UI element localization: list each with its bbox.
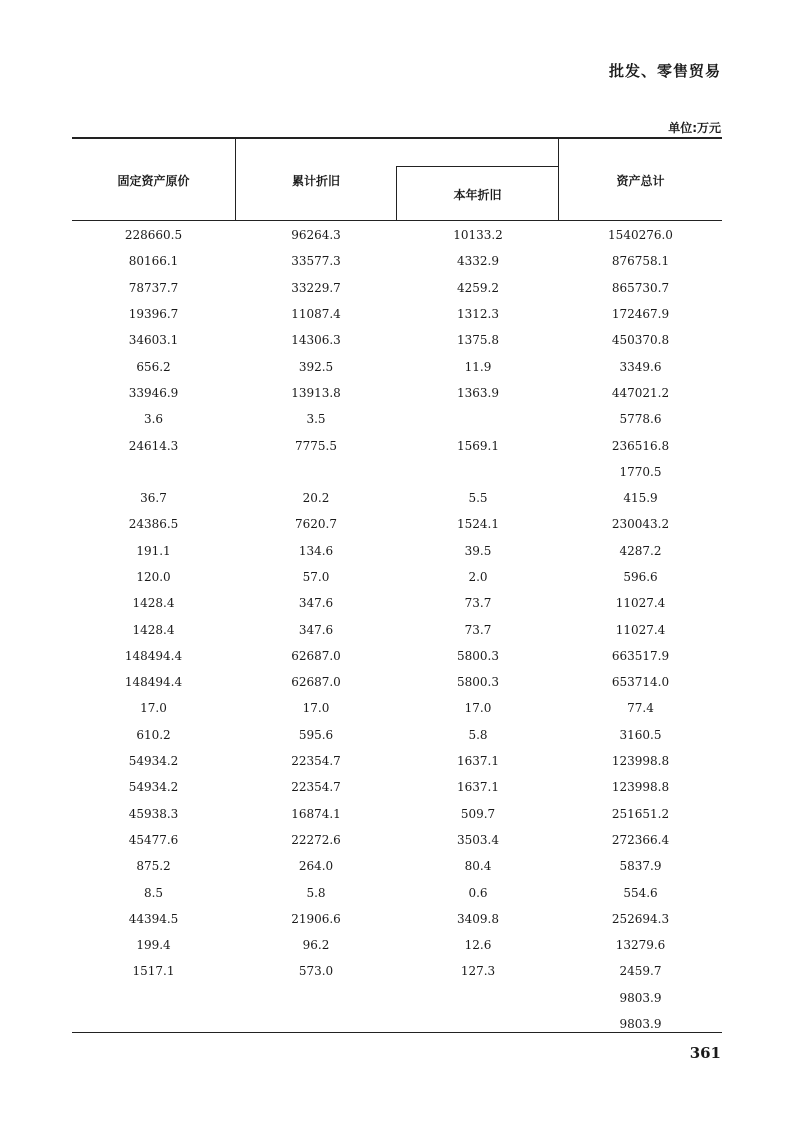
table-cell: 596.6: [623, 570, 658, 584]
table-cell: 33577.3: [291, 254, 341, 269]
table-cell: 4259.2: [457, 280, 499, 295]
table-cell: 96264.3: [291, 228, 341, 243]
table-row: [72, 432, 722, 458]
table-cell: 1540276.0: [608, 228, 673, 243]
table-cell: 450370.8: [611, 333, 670, 348]
table-cell: 39.5: [464, 543, 492, 558]
table-cell: 251651.2: [611, 806, 670, 821]
table-cell: 252694.3: [611, 911, 670, 926]
table-cell: 236516.8: [611, 438, 670, 453]
table-cell: 264.0: [298, 859, 334, 874]
table-cell: 33229.7: [291, 280, 341, 295]
table-cell: 33946.9: [128, 385, 179, 400]
table-cell: 11087.4: [291, 307, 341, 322]
table-row: [72, 748, 722, 774]
table-cell: 3.5: [306, 412, 326, 427]
table-row: [72, 485, 722, 511]
table-cell: 5.5: [468, 491, 488, 506]
table-row: [72, 538, 722, 564]
unit-label: 单位:万元: [668, 121, 721, 135]
table-cell: 127.3: [460, 964, 496, 979]
column-header-accumulated-depreciation: 累计折旧: [291, 174, 340, 188]
table-cell: 0.6: [468, 885, 488, 900]
table-cell: 1375.8: [457, 333, 499, 348]
table-cell: 347.6: [298, 622, 334, 637]
table-cell: 653714.0: [611, 675, 670, 690]
table-cell: 875.2: [136, 859, 171, 874]
table-cell: 1770.5: [619, 464, 662, 479]
table-cell: 5.8: [468, 727, 488, 742]
table-cell: 148494.4: [124, 648, 183, 663]
table-cell: 1428.4: [132, 596, 175, 611]
table-row: [72, 564, 722, 590]
table-row: [72, 906, 722, 932]
table-cell: 392.5: [298, 359, 334, 374]
table-row: [72, 511, 722, 537]
table-cell: 80166.1: [128, 254, 179, 269]
table-cell: 415.9: [623, 491, 658, 506]
table-cell: 9803.9: [619, 990, 662, 1005]
table-cell: 57.0: [302, 570, 330, 584]
table-bottom-rule: [72, 1032, 722, 1033]
table-cell: 4287.2: [619, 543, 662, 558]
page-number: 361: [689, 1044, 721, 1062]
table-top-rule: [72, 137, 722, 139]
table-body: [72, 222, 722, 1037]
table-cell: 77.4: [627, 701, 654, 716]
table-cell: 17.0: [140, 701, 167, 716]
table-cell: 123998.8: [611, 754, 670, 769]
table-row: [72, 353, 722, 379]
table-cell: 11027.4: [615, 596, 666, 611]
table-row: [72, 301, 722, 327]
table-cell: 595.6: [298, 727, 334, 742]
table-cell: 3.6: [143, 412, 164, 427]
table-row: [72, 669, 722, 695]
table-row: [72, 380, 722, 406]
table-cell: 22354.7: [291, 754, 341, 769]
table-row: [72, 275, 722, 301]
table-cell: 7775.5: [295, 438, 337, 453]
table-cell: 54934.2: [128, 754, 179, 769]
table-row: [72, 879, 722, 905]
table-cell: 21906.6: [291, 911, 341, 926]
table-cell: 22272.6: [291, 832, 341, 847]
table-cell: 876758.1: [611, 254, 670, 269]
header-bottom-rule: [72, 220, 722, 221]
table-cell: 7620.7: [295, 517, 337, 532]
table-cell: 3503.4: [457, 832, 499, 847]
table-cell: 228660.5: [124, 228, 183, 243]
table-cell: 1312.3: [457, 307, 499, 322]
column-header-current-year-depreciation: 本年折旧: [453, 188, 502, 202]
table-row: [72, 985, 722, 1011]
table-cell: 5837.9: [619, 859, 662, 874]
table-cell: 663517.9: [611, 648, 670, 663]
table-cell: 80.4: [464, 859, 492, 874]
table-cell: 9803.9: [619, 1017, 662, 1032]
table-cell: 865730.7: [611, 280, 670, 295]
table-cell: 19396.7: [128, 307, 179, 322]
table-row: [72, 853, 722, 879]
table-cell: 1637.1: [457, 754, 499, 769]
table-cell: 11027.4: [615, 622, 666, 637]
table-row: [72, 590, 722, 616]
table-row: [72, 932, 722, 958]
table-cell: 62687.0: [291, 675, 341, 690]
table-cell: 13913.8: [291, 385, 341, 400]
table-cell: 2459.7: [619, 964, 662, 979]
table-cell: 16874.1: [291, 806, 341, 821]
table-cell: 134.6: [298, 543, 334, 558]
table-row: [72, 827, 722, 853]
table-row: [72, 695, 722, 721]
table-cell: 2.0: [468, 570, 488, 584]
table-cell: 554.6: [623, 885, 658, 900]
table-row: [72, 774, 722, 800]
table-cell: 17.0: [464, 701, 492, 716]
table-cell: 78737.7: [128, 280, 179, 295]
table-cell: 5800.3: [457, 675, 499, 690]
table-cell: 4332.9: [457, 254, 499, 269]
table-cell: 148494.4: [124, 675, 183, 690]
table-cell: 62687.0: [291, 648, 341, 663]
table-cell: 45938.3: [128, 806, 179, 821]
table-row: [72, 327, 722, 353]
table-cell: 3349.6: [619, 359, 662, 374]
table-cell: 5778.6: [619, 412, 662, 427]
table-row: [72, 643, 722, 669]
table-cell: 34603.1: [128, 333, 179, 348]
table-cell: 230043.2: [611, 517, 670, 532]
table-cell: 73.7: [464, 622, 492, 637]
table-cell: 11.9: [464, 359, 492, 374]
table-cell: 5800.3: [457, 648, 499, 663]
table-cell: 17.0: [302, 701, 330, 716]
table-cell: 3409.8: [457, 911, 499, 926]
table-row: [72, 459, 722, 485]
table-cell: 172467.9: [611, 307, 670, 322]
table-cell: 96.2: [302, 938, 330, 953]
table-cell: 1428.4: [132, 622, 175, 637]
table-cell: 1569.1: [457, 438, 499, 453]
table-row: [72, 222, 722, 248]
table-cell: 191.1: [136, 543, 171, 558]
column-header-original-value: 固定资产原价: [117, 174, 190, 188]
table-cell: 24614.3: [128, 438, 179, 453]
column-header-total-assets: 资产总计: [616, 174, 665, 188]
table-cell: 656.2: [136, 359, 171, 374]
table-cell: 199.4: [136, 938, 171, 953]
table-cell: 5.8: [306, 885, 326, 900]
table-cell: 347.6: [298, 596, 334, 611]
table-cell: 8.5: [143, 885, 164, 900]
table-row: [72, 1011, 722, 1037]
table-row: [72, 616, 722, 642]
table-cell: 1517.1: [132, 964, 175, 979]
table-row: [72, 801, 722, 827]
table-cell: 1363.9: [457, 385, 499, 400]
table-cell: 573.0: [298, 964, 334, 979]
table-cell: 73.7: [464, 596, 492, 611]
section-title: 批发、零售贸易: [608, 62, 721, 80]
table-cell: 12.6: [464, 938, 492, 953]
table-cell: 10133.2: [453, 228, 503, 243]
table-row: [72, 406, 722, 432]
table-row: [72, 248, 722, 274]
table-cell: 36.7: [140, 491, 167, 506]
table-cell: 1524.1: [457, 517, 499, 532]
table-cell: 22354.7: [291, 780, 341, 795]
header-subrule: [396, 166, 558, 167]
table-cell: 272366.4: [611, 832, 670, 847]
table-row: [72, 722, 722, 748]
table-cell: 44394.5: [128, 911, 179, 926]
table-cell: 123998.8: [611, 780, 670, 795]
table-cell: 13279.6: [615, 938, 666, 953]
table-cell: 1637.1: [457, 780, 499, 795]
table-cell: 509.7: [460, 806, 496, 821]
table-cell: 610.2: [136, 727, 171, 742]
table-cell: 45477.6: [128, 832, 179, 847]
table-cell: 447021.2: [611, 385, 670, 400]
table-cell: 3160.5: [619, 727, 662, 742]
table-row: [72, 958, 722, 984]
table-cell: 54934.2: [128, 780, 179, 795]
table-cell: 14306.3: [291, 333, 341, 348]
table-cell: 120.0: [136, 570, 171, 584]
table-cell: 20.2: [302, 491, 330, 506]
table-cell: 24386.5: [128, 517, 179, 532]
